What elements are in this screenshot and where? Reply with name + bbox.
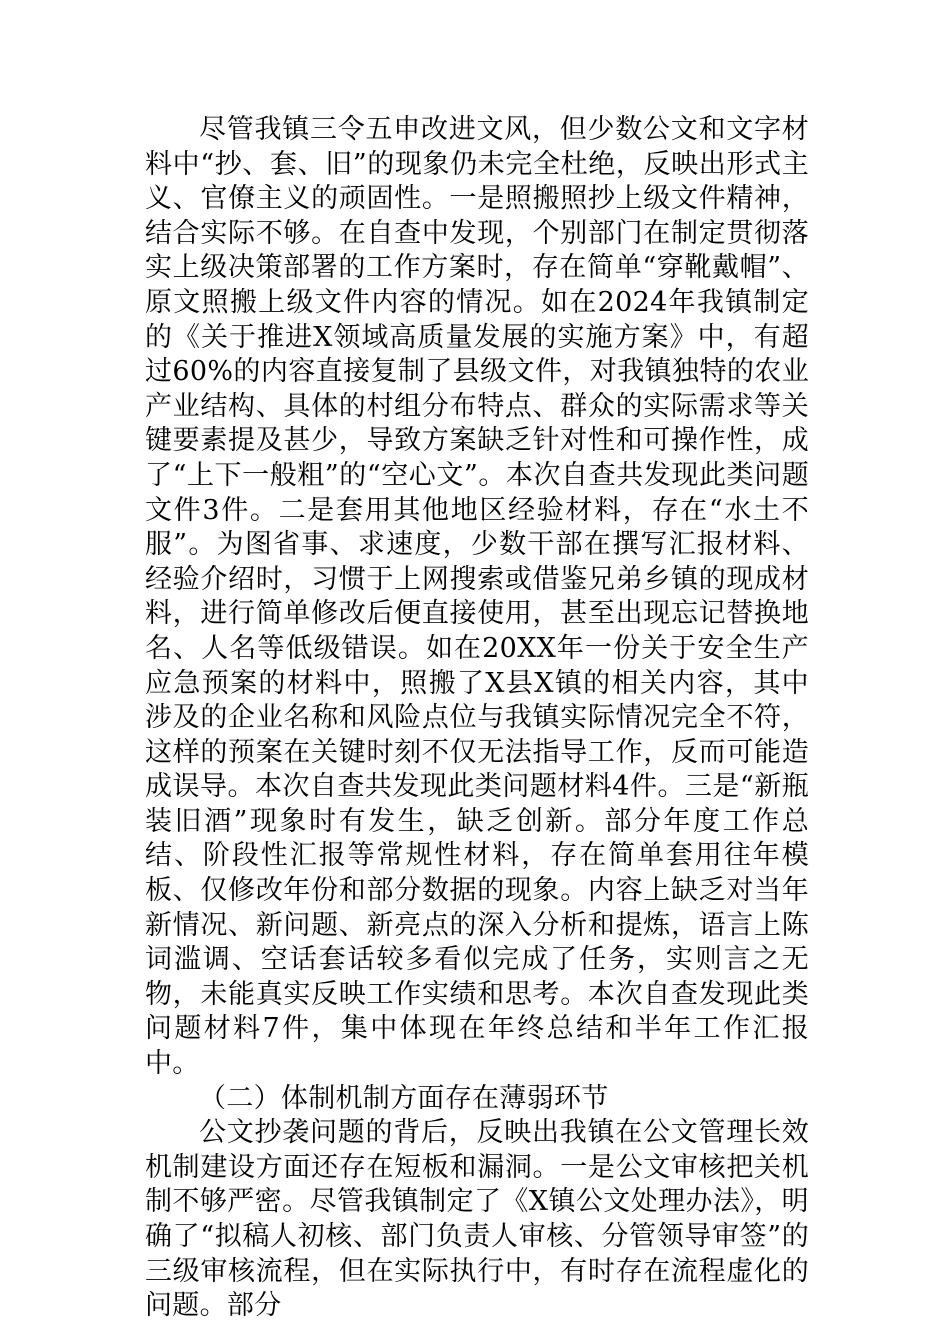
- section-heading-institutional-weakness: （二）体制机制方面存在薄弱环节: [199, 1082, 609, 1114]
- paragraph-institutional-problems: 公文抄袭问题的背后，反映出我镇在公文管理长效机制建设方面还存在短板和漏洞。一是公文审核把关机制不够严密。尽管我镇制定了《X镇公文处理办法》，明确了“拟稿人初核、部门负责人审核、分管领导审签”的三级审核流程，但在实际执行中，有时存在流程虚化的问题。部分: [145, 1117, 809, 1322]
- document-body: [145, 113, 809, 1324]
- paragraph-style-problems: 尽管我镇三令五申改进文风，但少数公文和文字材料中“抄、套、旧”的现象仍未完全杜绝，反映出形式主义、官僚主义的顽固性。一是照搬照抄上级文件精神，结合实际不够。在自查中发现，个别部门在制定贯彻落实上级决策部署的工作方案时，存在简单“穿靴戴帽”、原文照搬上级文件内容的情况。如在2024年我镇制定的《关于推进X领域高质量发展的实施方案》中，有超过60%的内容直接复制了县级文件，对我镇独特的农业产业结构、具体的村组分布特点、群众的实际需求等关键要素提及甚少，导致方案缺乏针对性和可操作性，成了“上下一般粗”的“空心文”。本次自查共发现此类问题文件3件。二是套用其他地区经验材料，存在“水土不服”。为图省事、求速度，少数干部在撰写汇报材料、经验介绍时，习惯于上网搜索或借鉴兄弟乡镇的现成材料，进行简单修改后便直接使用，甚至出现忘记替换地名、人名等低级错误。如在20XX年一份关于安全生产应急预案的材料中，照搬了X县X镇的相关内容，其中涉及的企业名称和风险点位与我镇实际情况完全不符，这样的预案在关键时刻不仅无法指导工作，反而可能造成误导。本次自查共发现此类问题材料4件。三是“新瓶装旧酒”现象时有发生，缺乏创新。部分年度工作总结、阶段性汇报等常规性材料，存在简单套用往年模板、仅修改年份和部分数据的现象。内容上缺乏对当年新情况、新问题、新亮点的深入分析和提炼，语言上陈词滥调、空话套话较多看似完成了任务，实则言之无物，未能真实反映工作实绩和思考。本次自查发现此类问题材料7件，集中体现在年终总结和半年工作汇报中。: [145, 114, 809, 1080]
